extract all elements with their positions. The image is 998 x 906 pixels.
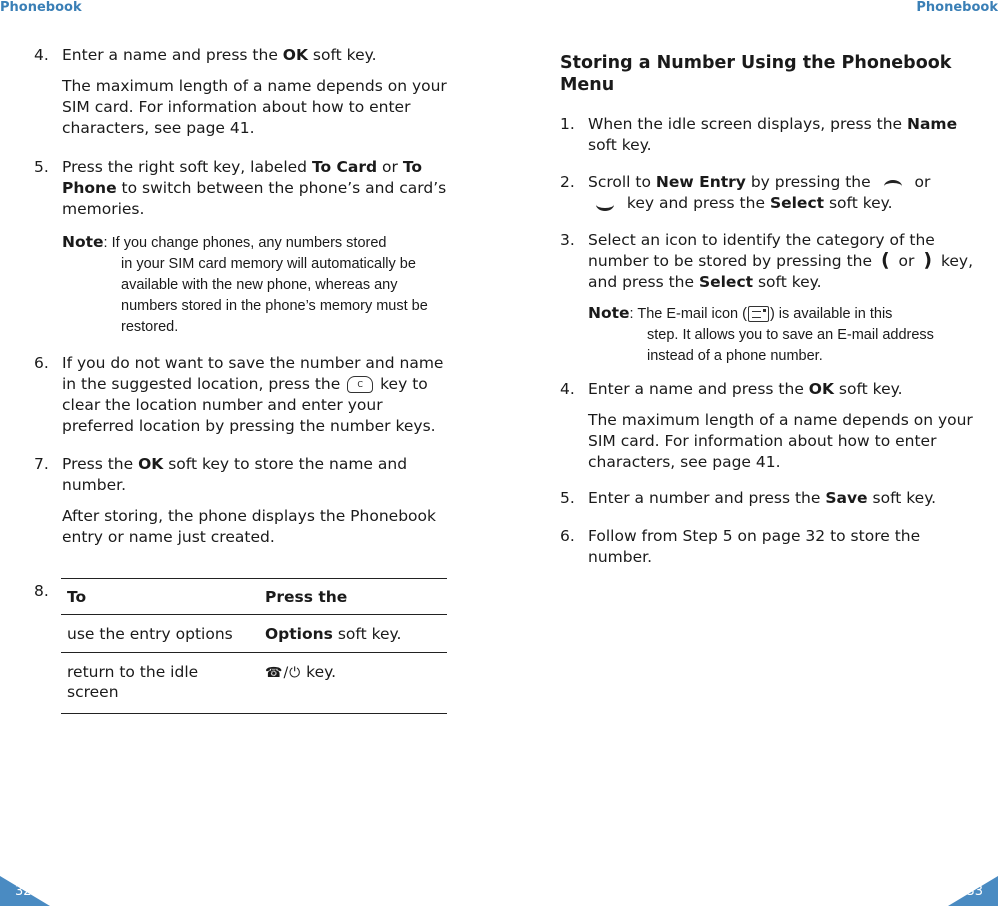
step-number: 6. <box>560 527 575 545</box>
left-step-8-number: 8. <box>34 582 49 600</box>
right-step-2 <box>560 172 980 214</box>
step-number: 4. <box>34 46 49 64</box>
email-icon <box>748 306 769 322</box>
action-table <box>61 578 447 714</box>
table-cell: return to the idle screen <box>61 653 259 714</box>
left-step-6 <box>34 353 454 437</box>
step-number: 2. <box>560 173 575 191</box>
step-text: Scroll to New Entry by pressing the or key and press the Select soft key. <box>588 173 931 212</box>
step-number: 7. <box>34 455 49 473</box>
step-text: If you do not want to save the number and name in the suggested location, press the C key to clear the location number and enter your preferred location by pressing the number keys. <box>62 354 444 435</box>
step-text: Enter a name and press the OK soft key. <box>62 46 377 64</box>
step-text: Enter a number and press the Save soft key. <box>588 489 937 507</box>
section-title: Storing a Number Using the Phonebook Menu <box>560 53 952 95</box>
c-key-icon: C <box>347 376 373 393</box>
table-cell: ☎/⏻ key. <box>259 653 447 714</box>
left-step-4 <box>34 45 454 139</box>
step-paragraph: The maximum length of a name depends on your SIM card. For information about how to enter characters, see page 41. <box>588 411 973 471</box>
page-number-left: 32 <box>15 884 32 899</box>
table-row <box>61 615 447 653</box>
step-paragraph: The maximum length of a name depends on your SIM card. For information about how to enter characters, see page 41. <box>62 77 447 137</box>
end-key-icon: ☎/⏻ <box>265 665 302 681</box>
note-text: in your SIM card memory will automatically be available with the new phone, whereas any numbers stored in the phone’s memory must be restored. <box>121 256 428 335</box>
step-text: Press the OK soft key to store the name and number. <box>62 455 408 494</box>
note-label: Note <box>588 304 630 322</box>
nav-right-key-icon: ) <box>923 249 933 271</box>
step-number: 3. <box>560 231 575 249</box>
right-step-4 <box>560 379 980 473</box>
nav-left-key-icon: ( <box>880 249 890 271</box>
nav-up-key-icon <box>882 179 904 187</box>
page-number-right: 33 <box>966 884 983 899</box>
step-number: 5. <box>34 158 49 176</box>
note-label: Note <box>62 233 104 251</box>
note: Note: If you change phones, any numbers stored in your SIM card memory will automatically be available with the new phone, whereas any numbers stored in the phone’s memory must be restored. <box>62 232 454 338</box>
right-step-6 <box>560 526 980 568</box>
right-step-1 <box>560 114 980 156</box>
table-cell: use the entry options <box>61 615 259 653</box>
table-header-cell: To <box>61 579 259 615</box>
right-step-5 <box>560 488 980 509</box>
running-header-right: Phonebook <box>916 0 998 15</box>
step-text: Enter a name and press the OK soft key. <box>588 380 903 398</box>
right-step-3 <box>560 230 980 367</box>
step-text: Press the right soft key, labeled To Card or To Phone to switch between the phone’s and card’s memories. <box>62 158 447 218</box>
note: Note: The E-mail icon ( ) is available in this step. It allows you to save an E-mail address instead of a phone number. <box>588 303 980 367</box>
table-cell: Options soft key. <box>259 615 447 653</box>
table-row <box>61 653 447 714</box>
step-text: When the idle screen displays, press the Name soft key. <box>588 115 958 154</box>
table-header-cell: Press the <box>259 579 447 615</box>
table-header-row <box>61 579 447 615</box>
step-number: 6. <box>34 354 49 372</box>
step-text: Select an icon to identify the category of the number to be stored by pressing the ( or ) key, and press the Select soft key. <box>588 231 974 291</box>
running-header-left: Phonebook <box>0 0 82 15</box>
left-step-5 <box>34 157 454 338</box>
step-number: 1. <box>560 115 575 133</box>
step-text: Follow from Step 5 on page 32 to store the number. <box>588 527 921 566</box>
left-step-7 <box>34 454 454 548</box>
step-number: 5. <box>560 489 575 507</box>
step-number: 4. <box>560 380 575 398</box>
nav-down-key-icon <box>594 200 616 208</box>
step-paragraph: After storing, the phone displays the Phonebook entry or name just created. <box>62 507 436 546</box>
note-text: step. It allows you to save an E-mail address instead of a phone number. <box>647 327 934 364</box>
